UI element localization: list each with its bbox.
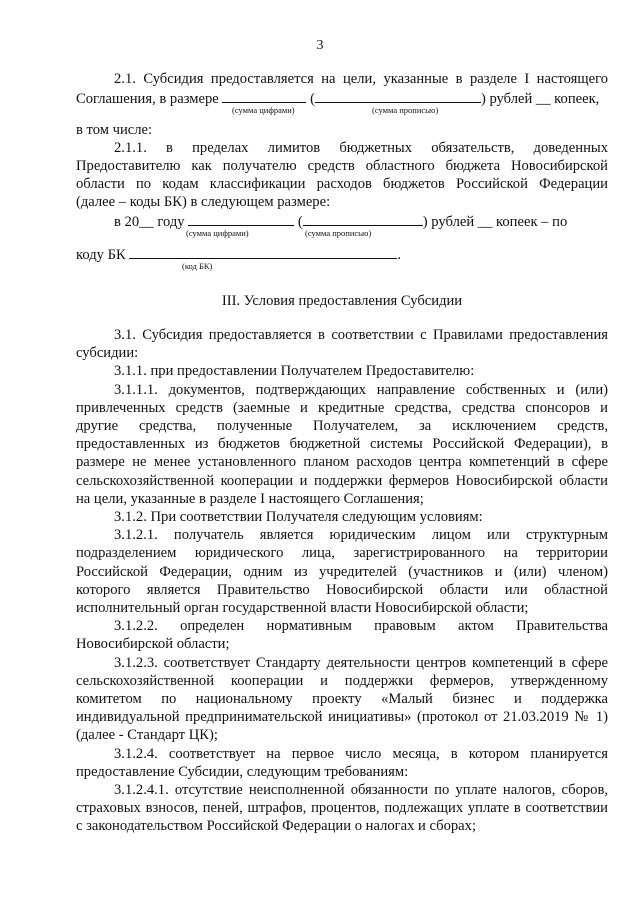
clause-2-1-line-2	[76, 88, 608, 108]
body-line: исполнительный орган государственной власти Новосибирской области;	[76, 600, 529, 616]
body-line: на цели, указанные в разделе I настоящего Соглашения;	[76, 490, 424, 507]
hint-budget-code: (код БК)	[182, 261, 213, 271]
clause-2-1-line-1: 2.1. Субсидия предоставляется на цели, указанные в разделе I настоящего	[114, 71, 608, 87]
clause-2-1-rubles: ) рублей __ копеек,	[480, 91, 600, 107]
body-line: 3.1.2. При соответствии Получателя следующим условиям:	[114, 509, 483, 525]
budget-code-field[interactable]	[129, 244, 397, 259]
body-line: которого является Правительство Новосибирской области или областной	[76, 581, 608, 598]
body-line: привлеченных средств (заемные и кредитные средства, средства спонсоров и	[76, 399, 608, 416]
body-line: 3.1.1. при предоставлении Получателем Предоставителю:	[114, 363, 475, 380]
clause-2-1-1-line-3: области по кодам классификации расходов бюджетов Российской Федерации	[76, 176, 608, 192]
budget-code-end: .	[397, 247, 402, 263]
body-line: 3.1.2.4. соответствует на первое число месяца, в котором планируется	[114, 745, 608, 762]
body-line: с законодательством Российской Федерации о налогах и сборах;	[76, 818, 477, 835]
body-line: 3.1. Субсидия предоставляется в соответствии с Правилами предоставления	[114, 327, 608, 343]
body-line: сельскохозяйственной кооперации и поддержки фермеров Новосибирской области	[76, 472, 608, 489]
hint-year-words: (сумма прописью)	[305, 228, 372, 238]
paren-open-2: (	[297, 214, 303, 230]
year-rubles-label: ) рублей __ копеек – по	[422, 214, 568, 230]
including-label: в том числе:	[76, 122, 153, 138]
page-number: 3	[316, 38, 324, 53]
body-line: 3.1.1.1. документов, подтверждающих направление собственных и (или)	[114, 381, 608, 398]
body-line: предоставление Субсидии, следующим требованиям:	[76, 763, 409, 780]
body-line: другие средства, полученные Получателем, за исключением средств,	[76, 418, 608, 434]
year-amount-digits-field[interactable]	[188, 211, 294, 226]
amount-digits-field[interactable]	[222, 88, 306, 103]
clause-2-1-1-line-1: 2.1.1. в пределах лимитов бюджетных обязательств, доведенных	[114, 140, 608, 156]
budget-code-label: коду БК	[76, 247, 126, 263]
hint-year-digits: (сумма цифрами)	[186, 228, 249, 238]
hint-amount-digits: (сумма цифрами)	[232, 105, 295, 115]
body-line: Новосибирской области;	[76, 636, 230, 653]
year-label: в 20__ году	[114, 214, 185, 230]
body-line: 3.1.2.2. определен нормативным правовым актом Правительства	[114, 618, 608, 635]
body-line: подразделением юридического лица, зарегистрированного на территории	[76, 545, 608, 562]
body-line: субсидии:	[76, 345, 139, 362]
body-line: комитетом по национальному проекту «Малый бизнес и поддержка	[76, 691, 608, 707]
body-line: Российской Федерации, одним из учредителей (участников и (или) членом)	[76, 563, 608, 580]
clause-2-1-1-line-2: Предоставителю как получателю средств областного бюджета Новосибирской	[76, 158, 608, 174]
budget-code-line	[76, 244, 608, 264]
section-title: III. Условия предоставления Субсидии	[221, 293, 463, 309]
amount-words-field[interactable]	[315, 88, 481, 103]
body-line: страховых взносов, пеней, штрафов, процентов, подлежащих уплате в соответствии	[76, 800, 608, 817]
body-line: (далее - Стандарт ЦК);	[76, 727, 218, 744]
body-line: сельскохозяйственной кооперации и поддержки фермеров, утвержденному	[76, 672, 608, 689]
body-line: 3.1.2.1. получатель является юридическим лицом или структурным	[114, 527, 608, 544]
clause-2-1-1-line-4: (далее – коды БК) в следующем размере:	[76, 194, 331, 210]
year-amount-words-field[interactable]	[303, 211, 423, 226]
body-line: 3.1.2.4.1. отсутствие неисполненной обязанности по уплате налогов, сборов,	[114, 782, 608, 798]
body-line: индивидуальной предпринимательской инициативы» (протокол от 21.03.2019 № 1)	[76, 709, 608, 726]
clause-2-1-label: Соглашения, в размере	[76, 91, 219, 107]
paren-open: (	[310, 91, 315, 107]
body-line: 3.1.2.3. соответствует Стандарту деятельности центров компетенций в сфере	[114, 654, 608, 671]
body-line: размере не менее установленного планом расходов центра компетенций в сфере	[76, 454, 608, 471]
body-line: предоставленных из бюджетов бюджетной системы Российской Федерации), в	[76, 436, 608, 453]
hint-amount-words: (сумма прописью)	[372, 105, 439, 115]
